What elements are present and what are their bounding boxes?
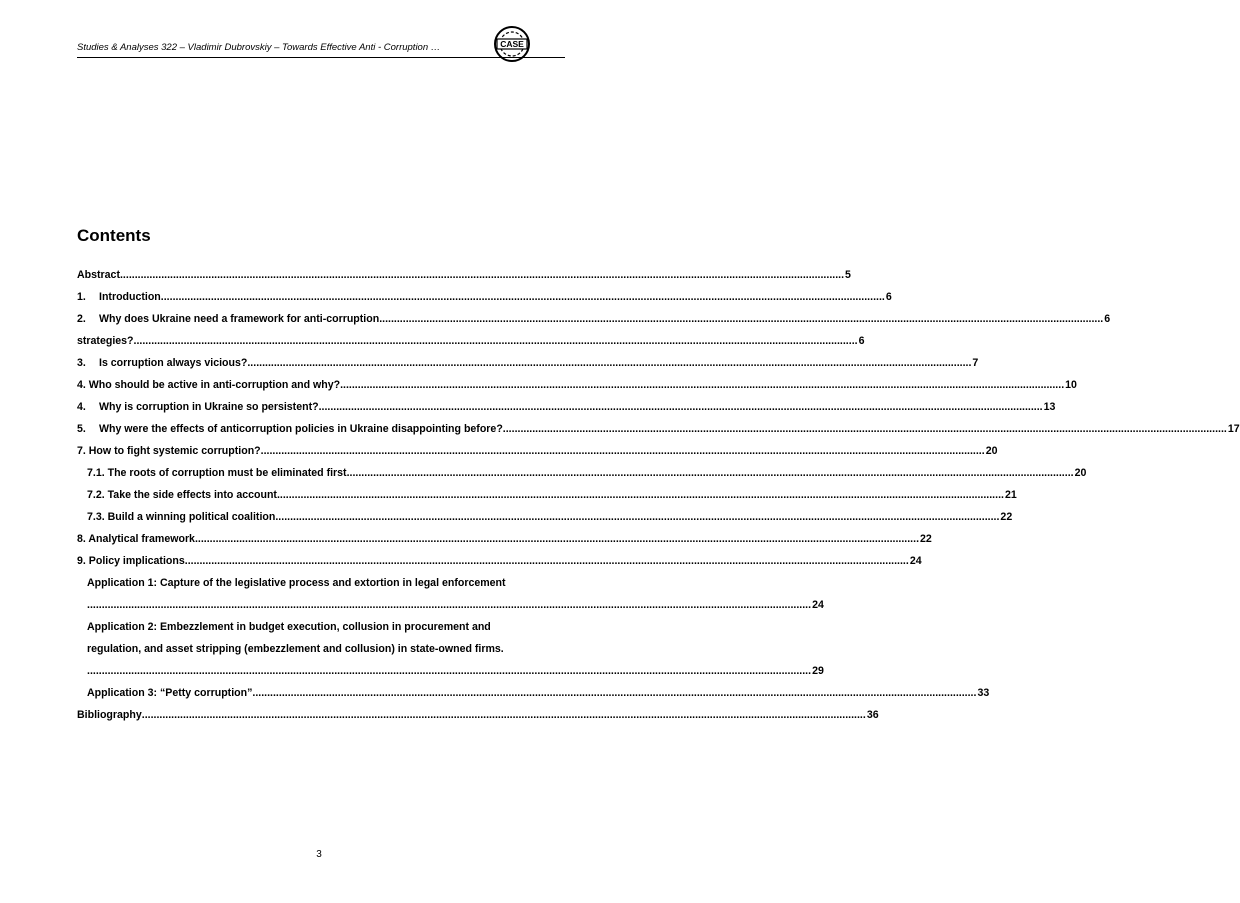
toc-entry-text: Abstract [77,269,120,281]
toc-entry-number: 5. [77,423,86,435]
page-number: 3 [316,849,322,860]
toc-entry-page: 21 [1004,489,1017,501]
toc-entry-page: 20 [1074,467,1087,479]
toc-entry-text: regulation, and asset stripping (embezzlement and collusion) in state-owned firms. [87,643,504,655]
toc-entry-side-effects[interactable] [87,486,1017,504]
toc-entry-page: 20 [985,445,998,457]
toc-entry-page: 36 [866,709,879,721]
toc-entry-page: 29 [812,665,824,677]
toc-entry-number: 1. [77,291,86,303]
toc-leader-dots [142,706,866,724]
page-header [77,40,565,60]
toc-entry-introduction[interactable] [77,288,892,306]
toc-entry-number: 2. [77,313,86,325]
toc-entry-who-active[interactable] [77,376,1077,394]
toc-entry-page: 6 [1104,313,1111,325]
toc-entry-application-2-cont[interactable] [87,640,563,658]
toc-entry-policy-implications[interactable] [77,552,922,570]
toc-leader-dots [503,420,1227,438]
toc-leader-dots [252,684,976,702]
toc-entry-page: 22 [1000,511,1013,523]
toc-entry-text: 7.2. Take the side effects into account. [87,489,280,501]
toc-entry-number: 4. [77,401,86,413]
toc-leader-dots [280,486,1004,504]
toc-entry-text: 7.3. Build a winning political coalition [87,511,276,523]
toc-entry-roots[interactable] [87,464,1087,482]
toc-entry-page: 22 [920,533,932,545]
toc-entry-page: 10 [1065,379,1077,391]
toc-leader-dots [247,354,971,372]
toc-entry-application-1[interactable] [87,574,563,592]
toc-leader-dots [350,464,1074,482]
toc-entry-page: 6 [858,335,865,347]
toc-entry-text: Why does Ukraine need a framework for anti-corruption [99,313,380,325]
toc-entry-text: 9. Policy implications [77,555,185,567]
toc-entry-application-2[interactable] [87,618,563,636]
toc-entry-coalition[interactable] [87,508,1013,526]
running-title: Studies & Analyses 322 – Vladimir Dubrovskiy – Towards Effective Anti - Corruption … [77,42,441,53]
toc-leader-dots [185,552,909,570]
toc-entry-page: 6 [885,291,892,303]
toc-entry-text: Why is corruption in Ukraine so persistent? [99,401,319,413]
toc-entry-application-1-page[interactable] [87,596,824,614]
toc-entry-text: 7. How to fight systemic corruption? [77,445,261,457]
toc-entry-text: Application 2: Embezzlement in budget execution, collusion in procurement and [87,621,491,633]
toc-leader-dots [340,376,1064,394]
toc-entry-bibliography[interactable] [77,706,879,724]
toc-entry-corruption-vicious[interactable] [77,354,979,372]
toc-leader-dots [261,442,985,460]
toc-entry-effects-disappointing[interactable] [77,420,1240,438]
toc-leader-dots [120,266,844,284]
toc-entry-text: 8. Analytical framework [77,533,195,545]
toc-entry-page: 33 [977,687,990,699]
toc-leader-dots [379,310,1103,328]
toc-entry-why-ukraine-framework[interactable] [77,310,1111,328]
toc-entry-text: Bibliography [77,709,142,721]
toc-entry-page: 13 [1043,401,1056,413]
toc-entry-page: 24 [812,599,824,611]
toc-leader-dots [319,398,1043,416]
toc-entry-text: 7.1. The roots of corruption must be eliminated first. [87,467,350,479]
toc-leader-dots [275,508,999,526]
toc-entry-analytical-framework[interactable] [77,530,932,548]
toc-leader-dots [195,530,919,548]
toc-entry-text: 4. Who should be active in anti-corruption and why? [77,379,341,391]
toc-entry-fight-systemic[interactable] [77,442,998,460]
toc-leader-dots [87,596,811,614]
toc-entry-application-3[interactable] [87,684,990,702]
toc-entry-text: Application 1: Capture of the legislative process and extortion in legal enforcement [87,577,506,589]
toc-entry-strategies[interactable] [77,332,865,350]
toc-entry-text: Is corruption always vicious? [99,357,248,369]
toc-entry-text: Why were the effects of anticorruption policies in Ukraine disappointing before? [99,423,503,435]
toc-entry-page: 17 [1227,423,1240,435]
toc-entry-number: 3. [77,357,86,369]
toc-entry-page: 24 [909,555,922,567]
toc-entry-why-persistent[interactable] [77,398,1056,416]
toc-entry-text: Application 3: “Petty corruption” [87,687,253,699]
toc-entry-page: 5 [845,269,851,281]
toc-leader-dots [134,332,858,350]
contents-title: Contents [77,226,151,245]
toc-entry-abstract[interactable] [77,266,851,284]
toc-entry-page: 7 [972,357,979,369]
case-logo-icon [492,24,532,64]
toc-entry-text: strategies? [77,335,134,347]
logo-text: CASE [500,39,524,50]
toc-entry-application-2-page[interactable] [87,662,824,680]
toc-leader-dots [161,288,885,306]
toc-entry-text: Introduction [99,291,161,303]
toc-leader-dots [87,662,811,680]
